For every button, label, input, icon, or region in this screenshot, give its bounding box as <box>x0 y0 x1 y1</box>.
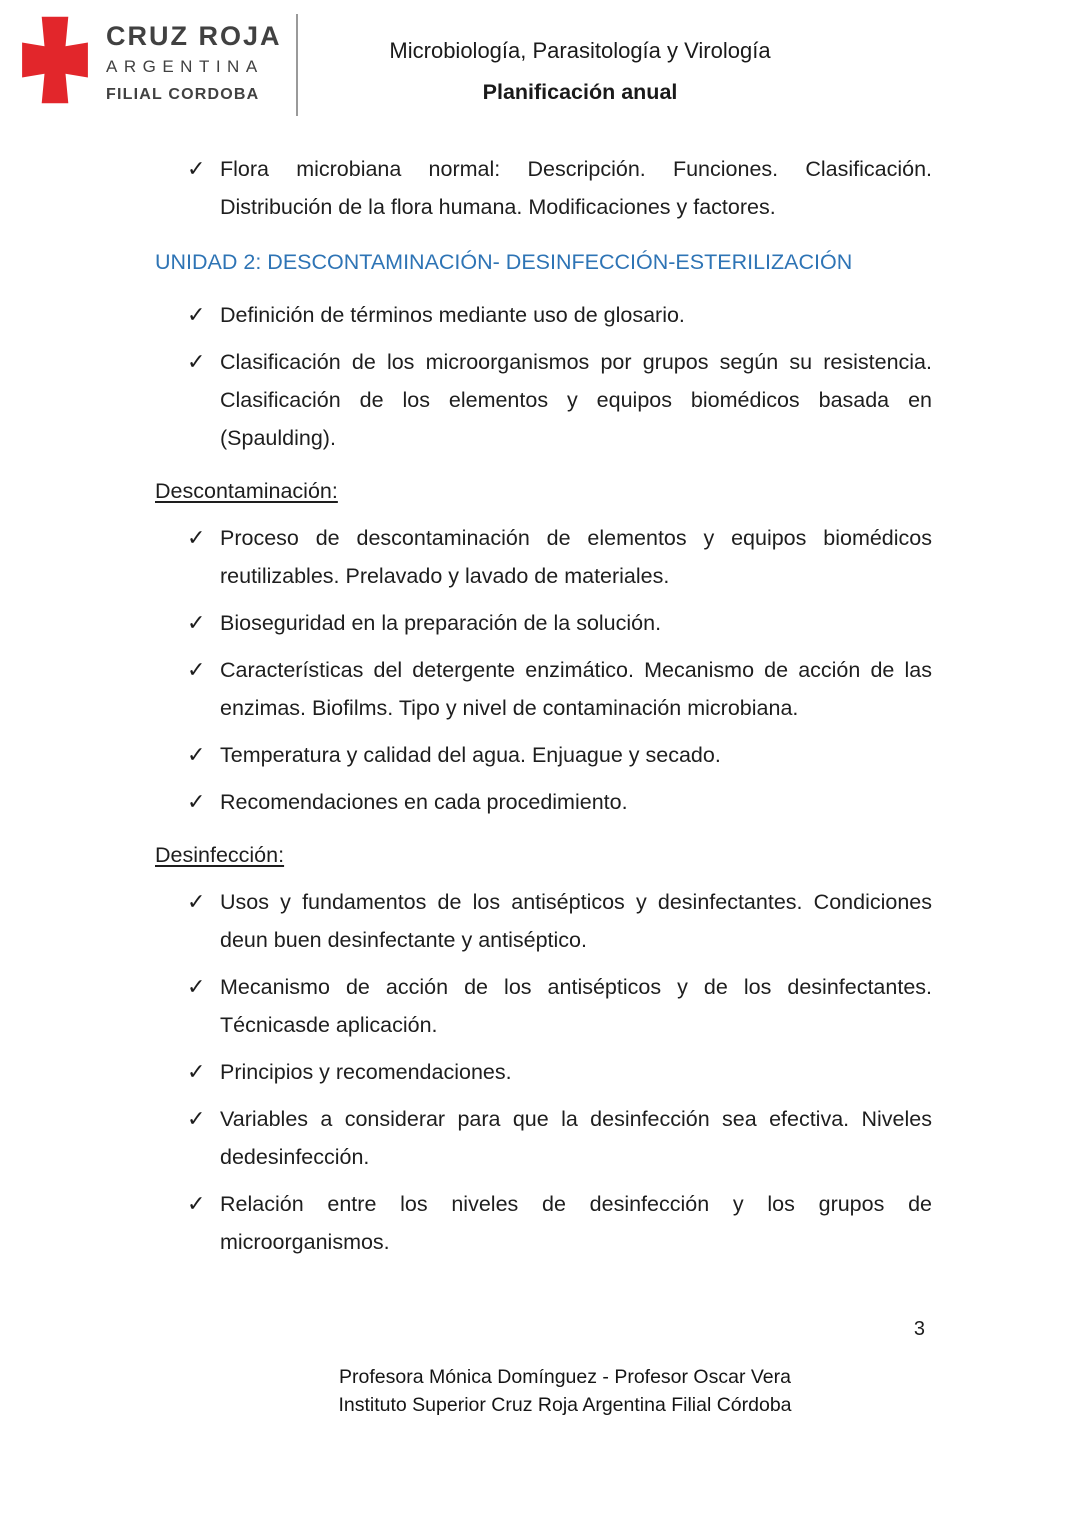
list-item <box>155 883 932 959</box>
cruz-roja-logo <box>20 12 298 116</box>
document-content <box>155 150 932 1270</box>
page-number: 3 <box>913 1318 925 1340</box>
list-item <box>155 343 932 457</box>
section-heading-desinfeccion: Desinfección: <box>155 843 285 867</box>
logo-text-line3: FILIAL CORDOBA <box>106 85 260 103</box>
list-item <box>155 783 932 821</box>
list-item-text: Recomendaciones en cada procedimiento. <box>220 790 628 814</box>
document-titles <box>280 0 880 105</box>
list-item <box>155 150 932 226</box>
list-item <box>155 1185 932 1261</box>
list-item-text: Clasificación de los microorganismos por grupos según su resistencia. Clasificación de los elementos y equipos biomédicos basada en (Spaulding). <box>220 350 932 450</box>
list-item-text: Flora microbiana normal: Descripción. Funciones. Clasificación. Distribución de la flora humana. Modificaciones y factores. <box>220 157 932 219</box>
checkmark-icon: ✓ <box>187 1059 206 1084</box>
list-item <box>155 604 932 642</box>
checkmark-icon: ✓ <box>187 525 206 550</box>
page-header <box>0 0 1080 140</box>
list-item-text: Proceso de descontaminación de elementos y equipos biomédicos reutilizables. Prelavado y lavado de materiales. <box>220 526 932 588</box>
unit-heading: UNIDAD 2: DESCONTAMINACIÓN- DESINFECCIÓN-ESTERILIZACIÓN <box>155 250 853 274</box>
logo-text <box>106 12 282 104</box>
list-item-text: Bioseguridad en la preparación de la solución. <box>220 611 662 635</box>
list-item-text: Mecanismo de acción de los antisépticos y de los desinfectantes. Técnicasde aplicación. <box>220 975 932 1037</box>
list-item <box>155 1100 932 1176</box>
list-item-text: Principios y recomendaciones. <box>220 1060 512 1084</box>
list-item <box>155 1053 932 1091</box>
checkmark-icon: ✓ <box>187 742 206 767</box>
logo-text-line1: CRUZ ROJA <box>106 21 282 51</box>
footer-credits-line1: Profesora Mónica Domínguez - Profesor Oscar Vera <box>339 1366 791 1388</box>
list-item-text: Relación entre los niveles de desinfección y los grupos de microorganismos. <box>220 1192 932 1254</box>
page-footer <box>50 1364 1080 1419</box>
section-heading-descontaminacion: Descontaminación: <box>155 479 338 503</box>
checkmark-icon: ✓ <box>187 974 206 999</box>
checkmark-icon: ✓ <box>187 789 206 814</box>
footer-credits-line2: Instituto Superior Cruz Roja Argentina Filial Córdoba <box>338 1393 792 1416</box>
list-item-text: Definición de términos mediante uso de glosario. <box>220 303 685 327</box>
checkmark-icon: ✓ <box>187 889 206 914</box>
list-item-text: Usos y fundamentos de los antisépticos y desinfectantes. Condiciones deun buen desinfectante y antiséptico. <box>220 890 932 952</box>
document-title: Microbiología, Parasitología y Virología <box>389 38 771 63</box>
list-item <box>155 296 932 334</box>
list-item <box>155 968 932 1044</box>
checkmark-icon: ✓ <box>187 302 206 327</box>
logo-text-line2: ARGENTINA <box>106 56 264 76</box>
checkmark-icon: ✓ <box>187 349 206 374</box>
list-item <box>155 519 932 595</box>
checkmark-icon: ✓ <box>187 1191 206 1216</box>
list-item-text: Temperatura y calidad del agua. Enjuague y secado. <box>220 743 721 767</box>
checkmark-icon: ✓ <box>187 156 206 181</box>
list-item-text: Características del detergente enzimático. Mecanismo de acción de las enzimas. Biofilms. Tipo y nivel de contaminación microbiana. <box>220 658 932 720</box>
document-subtitle: Planificación anual <box>482 80 678 104</box>
list-item-text: Variables a considerar para que la desinfección sea efectiva. Niveles dedesinfección. <box>220 1107 932 1169</box>
checkmark-icon: ✓ <box>187 610 206 635</box>
list-item <box>155 736 932 774</box>
checkmark-icon: ✓ <box>187 1106 206 1131</box>
checkmark-icon: ✓ <box>187 657 206 682</box>
list-item <box>155 651 932 727</box>
red-cross-icon <box>20 14 90 106</box>
